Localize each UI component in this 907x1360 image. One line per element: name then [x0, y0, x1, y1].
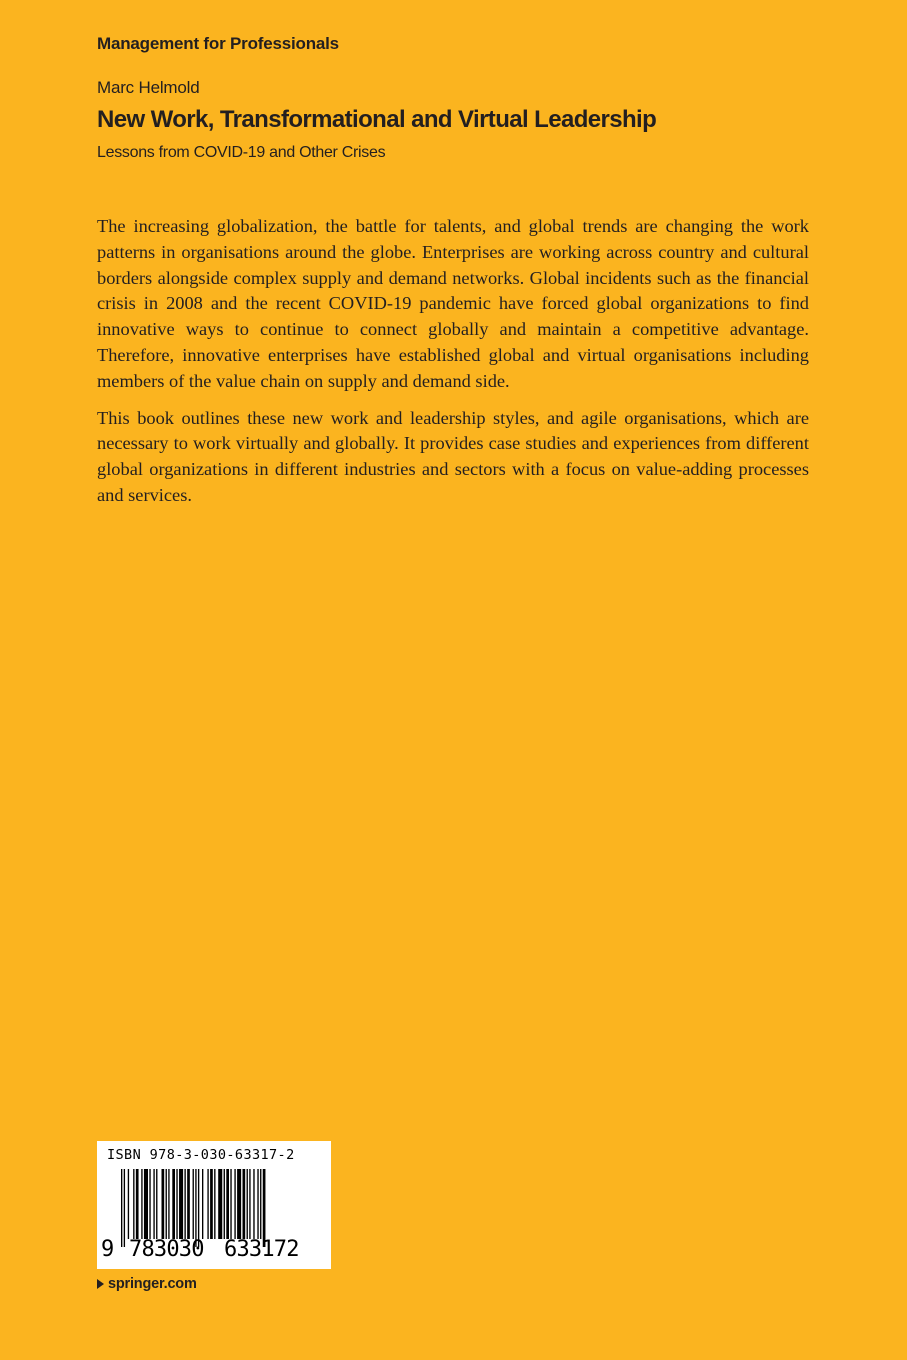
blurb-paragraph-1: The increasing globalization, the battle for talents, and global trends are changing the work patterns in organisations around the globe. Enterprises are working across country and cultural borders alongside complex supply and demand networks. Global incidents such as the financial crisis in 2008 and the recent COVID-19 pandemic have forced global organizations to find innovative ways to continue to connect globally and maintain a competitive advantage. Therefore, innovative enterprises have established global and virtual organisations including members of the value chain on supply and demand side.	[97, 216, 809, 391]
ean-left-group: 783030	[129, 1237, 204, 1262]
series-name: Management for Professionals	[97, 34, 339, 53]
ean-digits	[97, 1237, 331, 1267]
isbn-label: ISBN 978-3-030-63317-2	[107, 1147, 295, 1163]
ean-first-digit: 9	[101, 1237, 115, 1262]
author-name: Marc Helmold	[97, 78, 200, 97]
blurb	[97, 214, 809, 520]
book-subtitle: Lessons from COVID-19 and Other Crises	[97, 144, 386, 161]
website-link[interactable]	[97, 1276, 197, 1292]
book-title: New Work, Transformational and Virtual Leadership	[97, 106, 657, 133]
blurb-paragraph-2: This book outlines these new work and leadership styles, and agile organisations, which are necessary to work virtually and globally. It provides case studies and experiences from different global organizations in different industries and sectors with a focus on value-adding processes and services.	[97, 407, 809, 505]
barcode-box	[97, 1141, 331, 1269]
website-text: springer.com	[108, 1276, 197, 1292]
triangle-right-icon	[97, 1279, 104, 1289]
ean-right-group: 633172	[224, 1237, 299, 1262]
